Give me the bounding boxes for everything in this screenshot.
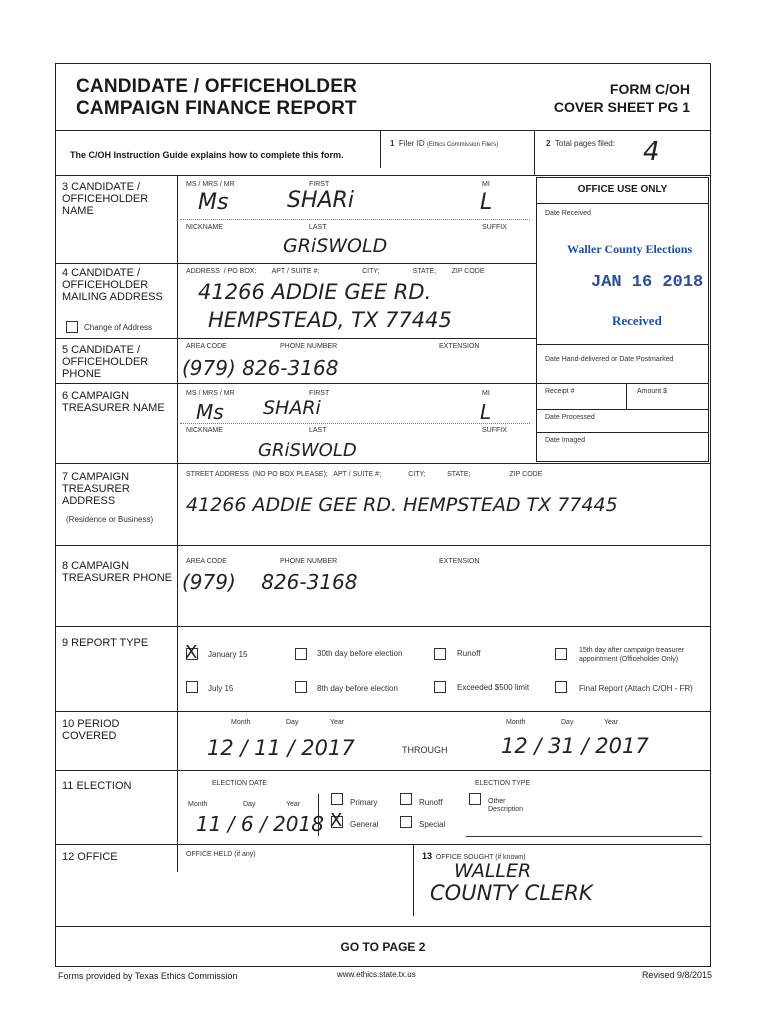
other-description-line [466, 836, 702, 837]
report-type-jul15-label: July 15 [208, 684, 234, 693]
footer-revised: Revised 9/8/2015 [641, 970, 712, 980]
month-label: Month [231, 719, 251, 726]
cover-sheet-label: COVER SHEET PG 1 [553, 99, 690, 115]
election-runoff-checkbox[interactable] [400, 793, 412, 805]
day-label: Day [286, 719, 299, 726]
sec7-sub: (Residence or Business) [66, 515, 154, 524]
salutation-label: MS / MRS / MR [186, 181, 235, 188]
report-type-15th-label: 15th day after campaign treasurer appointment (Officeholder Only) [579, 647, 685, 663]
suffix-label: SUFFIX [482, 224, 507, 231]
office-sought-line1[interactable]: WALLER [454, 860, 532, 882]
report-type-8th-label: 8th day before election [317, 684, 398, 693]
election-general-mark: X [330, 810, 343, 831]
stamp-county: Waller County Elections [567, 242, 693, 256]
extension-label: EXTENSION [439, 558, 480, 565]
date-received-label: Date Received [545, 210, 591, 217]
date-imaged-label: Date Imaged [545, 437, 586, 444]
report-type-8th-checkbox[interactable] [295, 681, 307, 693]
divider [55, 545, 711, 546]
total-pages-label: 2 Total pages filed: [546, 139, 615, 148]
treasurer-mi[interactable]: L [480, 400, 492, 424]
instruction-text: The C/OH Instruction Guide explains how to complete this form. [70, 150, 344, 160]
report-type-30th-label: 30th day before election [317, 649, 403, 658]
day-label: Day [561, 719, 574, 726]
report-type-exceeded-checkbox[interactable] [434, 681, 446, 693]
divider [180, 423, 530, 424]
first-label: FIRST [309, 181, 330, 188]
report-type-exceeded-label: Exceeded $500 limit [457, 683, 530, 692]
election-date-label: ELECTION DATE [212, 780, 268, 787]
treasurer-address-col-labels: STREET ADDRESS (NO PO BOX PLEASE); APT / SUITE #; CITY; STATE; ZIP CODE [186, 471, 543, 478]
day-label: Day [243, 801, 256, 808]
divider [536, 383, 709, 384]
report-type-30th-checkbox[interactable] [295, 648, 307, 660]
office-use-title: OFFICE USE ONLY [577, 184, 668, 195]
footer-url: www.ethics.state.tx.us [337, 970, 416, 979]
divider [55, 175, 711, 176]
change-of-address-checkbox[interactable] [66, 321, 78, 333]
sec3-label: 3 CANDIDATE / OFFICEHOLDER NAME [62, 181, 149, 217]
divider [534, 130, 535, 175]
nickname-label: NICKNAME [186, 427, 223, 434]
candidate-salutation[interactable]: Ms [198, 190, 229, 215]
sec8-label: 8 CAMPAIGN TREASURER PHONE [62, 560, 173, 584]
mi-label: MI [482, 390, 490, 397]
change-of-address-label: Change of Address [84, 323, 153, 332]
date-processed-label: Date Processed [545, 414, 595, 421]
treasurer-last-name[interactable]: GRiSWOLD [258, 440, 357, 461]
divider [55, 263, 536, 264]
stamp-received: Received [612, 313, 662, 328]
divider [55, 383, 536, 384]
report-type-jan15-mark: X [185, 642, 198, 663]
treasurer-address[interactable]: 41266 ADDIE GEE RD. HEMPSTEAD TX 77445 [186, 494, 618, 516]
report-type-runoff-label: Runoff [457, 649, 481, 658]
election-general-label: General [350, 820, 379, 829]
candidate-address-line1[interactable]: 41266 ADDIE GEE RD. [198, 280, 432, 304]
total-pages-value[interactable]: 4 [643, 137, 660, 167]
last-label: LAST [309, 224, 327, 231]
divider [180, 219, 530, 220]
nickname-label: NICKNAME [186, 224, 223, 231]
treasurer-phone[interactable]: (979) 826-3168 [182, 570, 358, 594]
phone-number-label: PHONE NUMBER [280, 558, 338, 565]
election-type-label: ELECTION TYPE [475, 780, 531, 787]
candidate-address-line2[interactable]: HEMPSTEAD, TX 77445 [208, 308, 452, 332]
candidate-last-name[interactable]: GRiSWOLD [283, 235, 388, 257]
area-code-label: AREA CODE [186, 558, 227, 565]
divider [177, 175, 178, 872]
election-special-checkbox[interactable] [400, 816, 412, 828]
divider [55, 463, 711, 464]
divider [55, 770, 711, 771]
office-held-label: OFFICE HELD (if any) [186, 851, 256, 858]
divider [536, 432, 709, 433]
period-from[interactable]: 12 / 11 / 2017 [207, 736, 355, 760]
go-to-page-2: GO TO PAGE 2 [340, 940, 426, 954]
divider [55, 130, 711, 131]
candidate-phone[interactable]: (979) 826-3168 [182, 356, 339, 380]
divider [413, 844, 414, 916]
election-other-checkbox[interactable] [469, 793, 481, 805]
divider [55, 844, 711, 845]
stamp-date: JAN 16 2018 [591, 273, 704, 292]
office-sought-label: 13 OFFICE SOUGHT (if known) [422, 851, 526, 861]
report-type-jul15-checkbox[interactable] [186, 681, 198, 693]
year-label: Year [330, 719, 345, 726]
divider [536, 203, 709, 204]
sec9-label: 9 REPORT TYPE [62, 637, 149, 649]
footer-left: Forms provided by Texas Ethics Commission [58, 971, 238, 981]
election-date-value[interactable]: 11 / 6 / 2018 [196, 812, 324, 836]
treasurer-salutation[interactable]: Ms [196, 400, 224, 424]
last-label: LAST [309, 427, 327, 434]
address-col-labels: ADDRESS / PO BOX; APT / SUITE #; CITY; STATE; ZIP CODE [186, 268, 485, 275]
form-title-line1: CANDIDATE / OFFICEHOLDER [76, 76, 357, 97]
treasurer-first-name[interactable]: SHARi [263, 397, 321, 419]
period-to[interactable]: 12 / 31 / 2017 [501, 734, 649, 758]
election-other-label: Other Description [488, 798, 524, 813]
mi-label: MI [482, 181, 490, 188]
receipt-label: Receipt # [545, 388, 575, 395]
first-label: FIRST [309, 390, 330, 397]
phone-number-label: PHONE NUMBER [280, 343, 338, 350]
office-sought-line2[interactable]: COUNTY CLERK [430, 881, 593, 905]
form-title-line2: CAMPAIGN FINANCE REPORT [76, 98, 357, 119]
form-code: FORM C/OH [609, 81, 690, 97]
sec12-label: 12 OFFICE [62, 851, 118, 863]
report-type-jan15-label: January 15 [208, 650, 248, 659]
sec11-label: 11 ELECTION [62, 780, 132, 792]
area-code-label: AREA CODE [186, 343, 227, 350]
through-label: THROUGH [402, 745, 448, 755]
date-hand-label: Date Hand-delivered or Date Postmarked [545, 356, 674, 363]
report-type-final-label: Final Report (Attach C/OH - FR) [579, 684, 693, 693]
election-runoff-label: Runoff [419, 798, 443, 807]
sec7-label: 7 CAMPAIGN TREASURER ADDRESS [62, 471, 130, 507]
divider [536, 344, 709, 345]
divider [55, 711, 711, 712]
salutation-label: MS / MRS / MR [186, 390, 235, 397]
election-primary-checkbox[interactable] [331, 793, 343, 805]
year-label: Year [286, 801, 301, 808]
report-type-runoff-checkbox[interactable] [434, 648, 446, 660]
extension-label: EXTENSION [439, 343, 480, 350]
divider [318, 794, 319, 836]
divider [380, 130, 381, 168]
sec5-label: 5 CANDIDATE / OFFICEHOLDER PHONE [62, 344, 149, 380]
election-special-label: Special [419, 820, 446, 829]
month-label: Month [506, 719, 526, 726]
sec4-label: 4 CANDIDATE / OFFICEHOLDER MAILING ADDRESS [62, 267, 163, 303]
divider [55, 926, 711, 927]
sec10-label: 10 PERIOD COVERED [62, 718, 120, 742]
suffix-label: SUFFIX [482, 427, 507, 434]
sec6-label: 6 CAMPAIGN TREASURER NAME [62, 390, 165, 414]
divider [55, 338, 536, 339]
election-primary-label: Primary [350, 798, 378, 807]
month-label: Month [188, 801, 208, 808]
year-label: Year [604, 719, 619, 726]
divider [626, 383, 627, 409]
amount-label: Amount $ [637, 388, 667, 395]
candidate-first-name[interactable]: SHARi [287, 188, 354, 213]
candidate-mi[interactable]: L [480, 190, 493, 215]
divider [55, 626, 711, 627]
divider [536, 409, 709, 410]
report-type-final-checkbox[interactable] [555, 681, 567, 693]
report-type-15th-checkbox[interactable] [555, 648, 567, 660]
filer-id-label: 1 Filer ID (Ethics Commission Filers) [390, 139, 499, 148]
